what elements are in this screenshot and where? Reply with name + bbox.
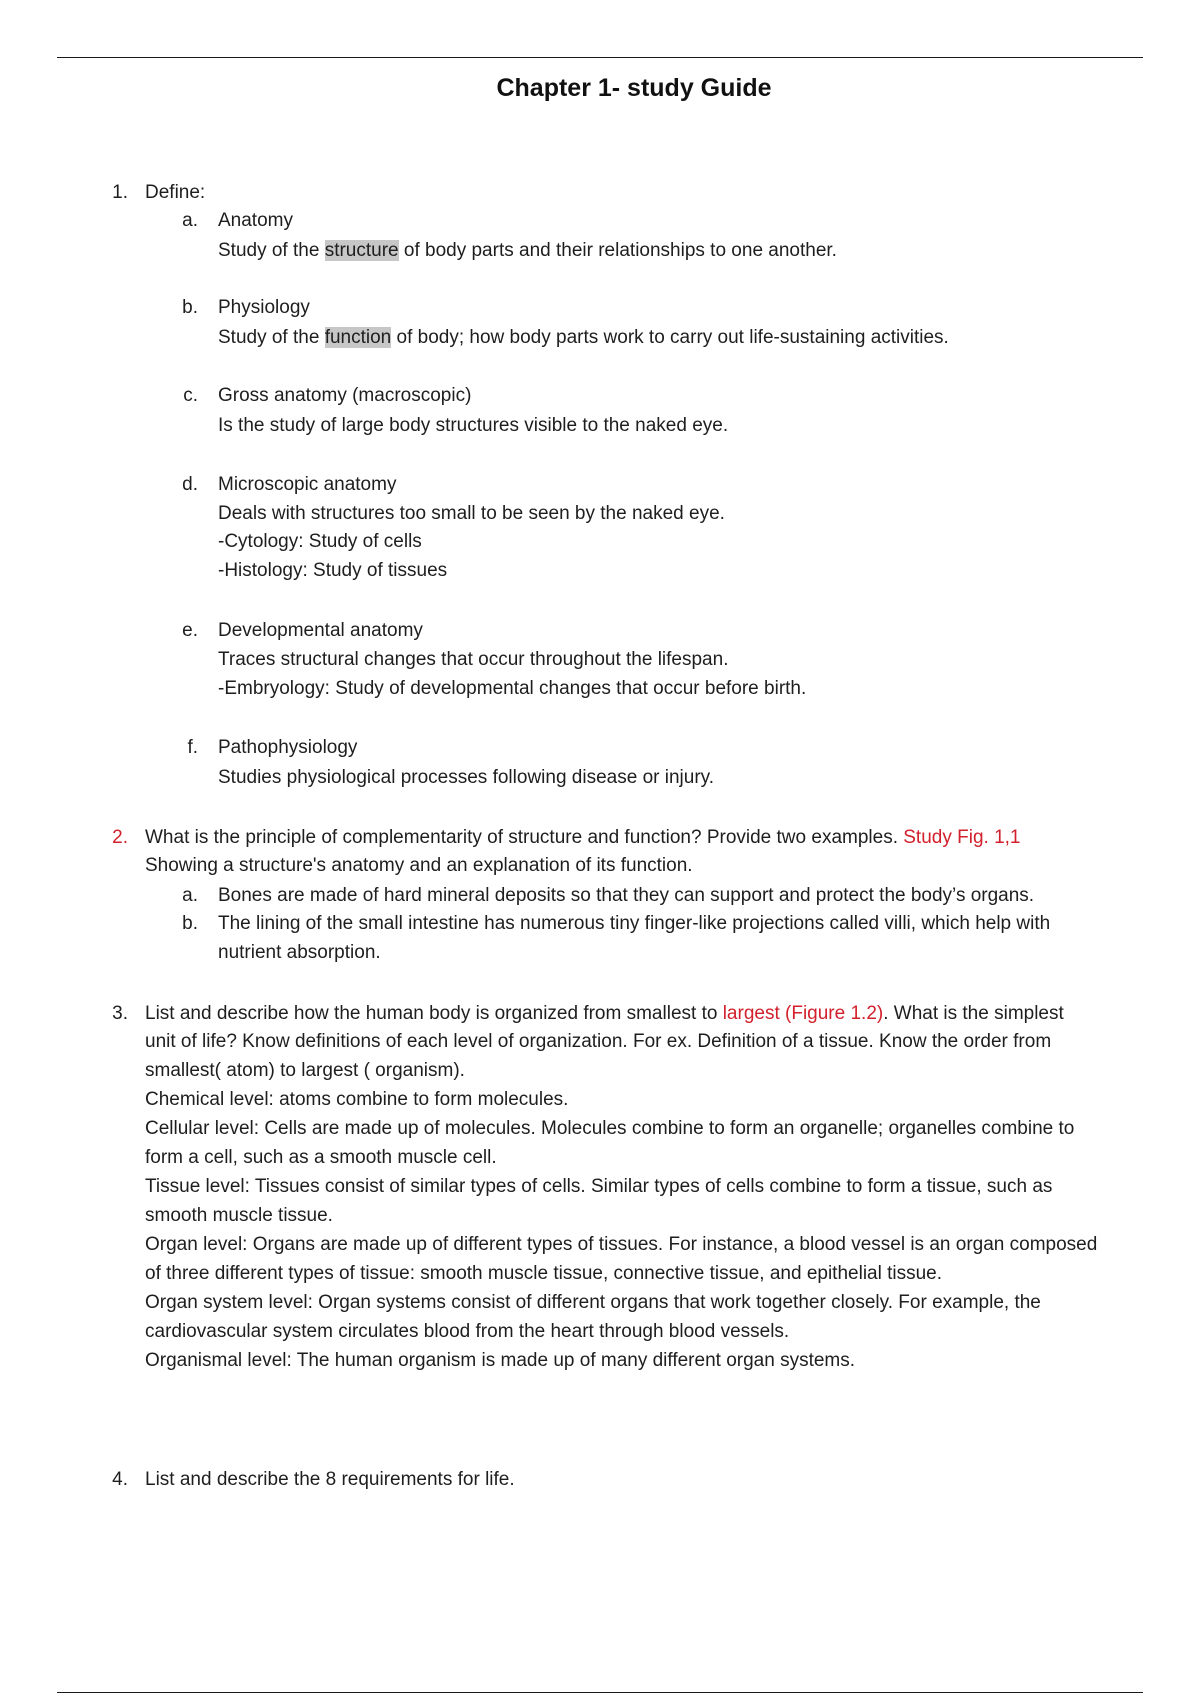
question-3-line: smallest( atom) to largest ( organism). [145,1060,465,1081]
item-a-term: Anatomy [218,210,293,231]
figure-reference: Study Fig. 1,1 [903,827,1021,848]
item-f-line: Studies physiological processes following disease or injury. [218,767,715,788]
question-3-line: of three different types of tissue: smooth muscle tissue, connective tissue, and epithelial tissue. [145,1263,943,1284]
item-f-letter: f. [187,737,198,758]
question-2-text: What is the principle of complementarity of structure and function? Provide two examples. Study Fig. 1,1 [145,827,1021,848]
question-1-text: Define: [145,182,206,203]
item-f-term: Pathophysiology [218,737,358,758]
item-d-line: -Histology: Study of tissues [218,560,448,581]
question-3-line: unit of life? Know definitions of each level of organization. For ex. Definition of a tissue. Know the order from [145,1031,1052,1052]
figure-reference: largest (Figure 1.2) [722,1003,884,1024]
top-rule [57,57,1143,58]
question-3-line: Cellular level: Cells are made up of molecules. Molecules combine to form an organelle; organelles combine to [145,1118,1075,1139]
item-a-definition: Study of the structure of body parts and their relationships to one another. [218,240,837,261]
item-a-letter: a. [182,210,198,231]
item-d-letter: d. [182,474,198,495]
q2-item-b-continued: nutrient absorption. [218,942,381,963]
item-d-line: -Cytology: Study of cells [218,531,422,552]
question-3-line: Organ level: Organs are made up of different types of tissues. For instance, a blood vessel is an organ composed [145,1234,1098,1255]
item-c-line: Is the study of large body structures visible to the naked eye. [218,415,729,436]
question-3-line: cardiovascular system circulates blood from the heart through blood vessels. [145,1321,790,1342]
question-4-number: 4. [112,1469,128,1490]
question-3-line: Organ system level: Organ systems consist of different organs that work together closely. For example, the [145,1292,1041,1313]
question-3-number: 3. [112,1003,128,1024]
question-3-line: Tissue level: Tissues consist of similar types of cells. Similar types of cells combine to form a tissue, such as [145,1176,1053,1197]
item-e-letter: e. [182,620,198,641]
question-4-text: List and describe the 8 requirements for life. [145,1469,515,1490]
item-c-term: Gross anatomy (macroscopic) [218,385,472,406]
item-e-line: -Embryology: Study of developmental changes that occur before birth. [218,678,807,699]
item-b-definition: Study of the function of body; how body parts work to carry out life-sustaining activities. [218,327,949,348]
item-d-term: Microscopic anatomy [218,474,397,495]
item-d-line: Deals with structures too small to be seen by the naked eye. [218,503,725,524]
bottom-rule [57,1692,1143,1693]
question-3-line: form a cell, such as a smooth muscle cell. [145,1147,497,1168]
highlighted-word-structure: structure [324,240,399,261]
question-2-number: 2. [112,827,128,848]
q2-item-a-letter: a. [182,885,198,906]
question-3-line: Chemical level: atoms combine to form molecules. [145,1089,569,1110]
q2-item-a-text: Bones are made of hard mineral deposits so that they can support and protect the body’s organs. [218,885,1035,906]
highlighted-word-function: function [324,327,392,348]
page-title: Chapter 1- study Guide [496,74,772,102]
question-3-line: Organismal level: The human organism is made up of many different organ systems. [145,1350,856,1371]
q2-item-b-letter: b. [182,913,198,934]
question-2-line: Showing a structure's anatomy and an explanation of its function. [145,855,693,876]
item-e-line: Traces structural changes that occur throughout the lifespan. [218,649,729,670]
question-3-line: smooth muscle tissue. [145,1205,333,1226]
q2-item-b-text: The lining of the small intestine has numerous tiny finger-like projections called villi, which help with [218,913,1051,934]
question-1-number: 1. [112,182,128,203]
item-e-term: Developmental anatomy [218,620,423,641]
item-b-letter: b. [182,297,198,318]
item-c-letter: c. [183,385,198,406]
item-b-term: Physiology [218,297,310,318]
question-3-text: List and describe how the human body is organized from smallest to largest (Figure 1.2). What is the simplest [145,1003,1064,1024]
